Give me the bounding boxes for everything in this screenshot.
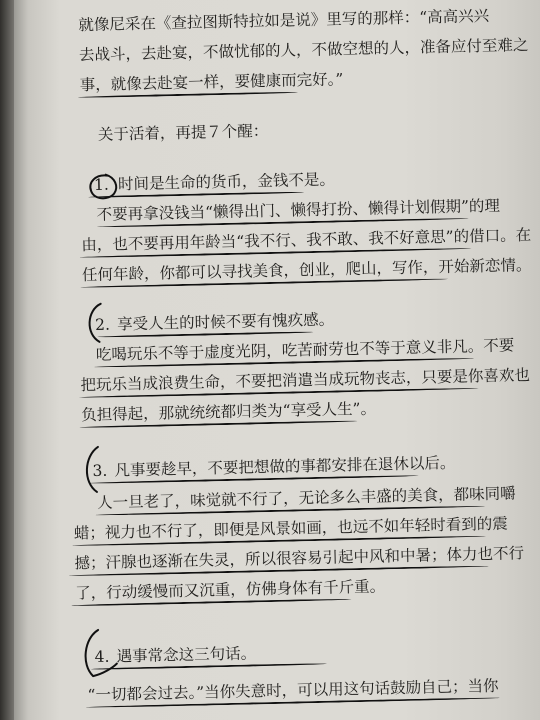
section-title: 遇事常念这三句话。 — [116, 644, 257, 666]
section-title: 享受人生的时候不要有愧疚感。 — [116, 310, 335, 334]
section-number: 1. — [93, 175, 109, 194]
ink-arc-mark — [85, 630, 117, 677]
section-body-line: 蜡；视力也不行了，即便是风景如画，也远不如年轻时看到的震 — [73, 514, 508, 543]
section-body-line: 由，也不要再用年龄当“我不行、我不敢、我不好意思”的借口。在 — [81, 226, 532, 255]
section-body-line: 撼；汗腺也逐渐在失灵，所以很容易引起中风和中暑；体力也不行 — [74, 544, 525, 573]
intro-line: 就像尼采在《查拉图斯特拉如是说》里写的那样：“高高兴兴 — [78, 6, 490, 35]
section-number: 2. — [94, 315, 111, 334]
section-body-line: 任何年龄，你都可以寻找美食，创业，爬山，写作，开始新恋情。 — [81, 256, 532, 285]
intro-line: 事，就像去赴宴一样，要健康而完好。” — [79, 70, 344, 95]
section-body-line: 了，行动缓慢而又沉重，仿佛身体有千斤重。 — [75, 577, 386, 603]
ink-arc-mark — [86, 447, 99, 492]
section-body-line: 负担得起，那就统统都归类为“享受人生”。 — [81, 399, 377, 425]
section-body-line: 把玩乐当成浪费生命，不要把消遣当成玩物丧志，只要是你喜欢也 — [80, 366, 531, 395]
section-body-line: 吃喝玩乐不等于虚度光阴，吃苦耐劳也不等于意义非凡。不要 — [95, 336, 515, 364]
section-title: 凡事要趁早，不要把想做的事都安排在退休以后。 — [114, 453, 456, 480]
section-body-line: “一切都会过去。”当你失意时，可以用这句话鼓励自己；当你 — [87, 676, 499, 705]
lead-text: 关于活着，再提７个醒： — [97, 121, 269, 144]
section-number: 3. — [92, 461, 108, 481]
section-title: 时间是生命的货币，金钱不是。 — [117, 170, 336, 194]
section-body-line: 不要再拿没钱当“懒得出门、懒得打扮、懒得计划假期”的理 — [96, 196, 501, 224]
section-number: 4. — [94, 647, 110, 667]
intro-line: 去战斗，去赴宴，不做忧郁的人，不做空想的人，准备应付至难之 — [78, 36, 529, 65]
ink-circle-mark — [90, 174, 116, 198]
ink-arc-mark — [89, 304, 101, 342]
section-body-line: 人一旦老了，味觉就不行了，无论多么丰盛的美食，都味同嚼 — [96, 484, 516, 512]
